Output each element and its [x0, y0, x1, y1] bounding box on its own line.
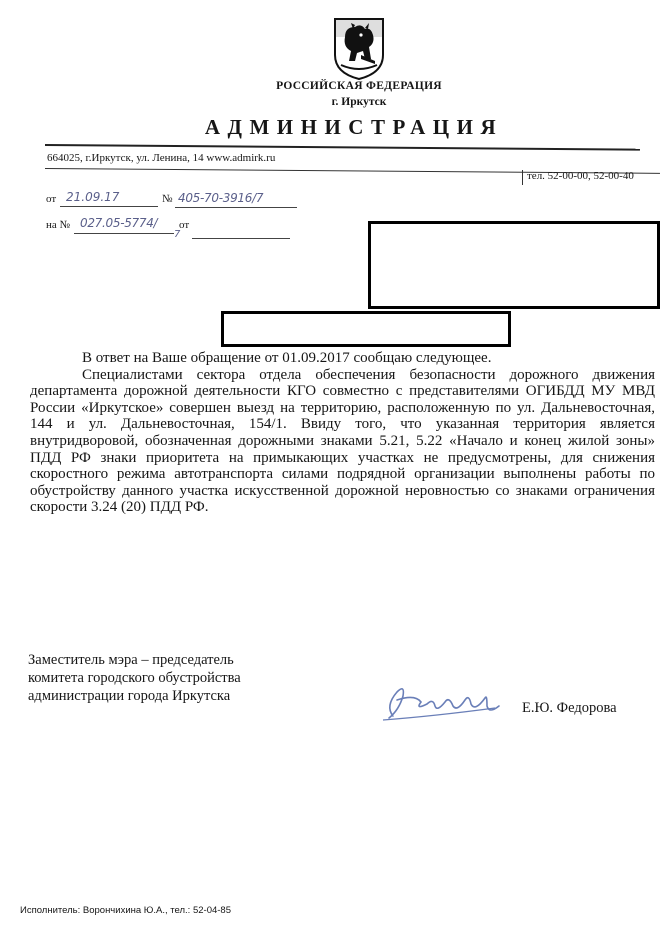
signatory-title-line-2: комитета городского обустройства: [28, 670, 241, 686]
phone-line: тел. 52-00-00, 52-00-40: [527, 170, 634, 182]
ref-number-underline: [74, 233, 174, 234]
ref-number-suffix: 7: [174, 229, 181, 240]
ref-date-underline: [192, 238, 290, 239]
address-line: 664025, г.Иркутск, ул. Ленина, 14 www.admirk.ru: [47, 152, 276, 164]
executor-line: Исполнитель: Ворончихина Ю.А., тел.: 52-04-85: [20, 905, 231, 916]
phone-separator: [522, 170, 523, 185]
date-label: от: [46, 193, 57, 205]
body-paragraph-main: Специалистами сектора отдела обеспечения безопасности дорожного движения департамента дорожной деятельности КГО совместно с представителями ОГИБДД МУ МВД России «Иркутское» совершен выезд на территорию, расположенную по ул. Дальневосточная, 144 и ул. Дальневосточная, 154/1. Ввиду того, что указанная территория является внутридворовой, обозначенная дорожными знаками 5.21, 5.22 «Начало и конец жилой зоны» ПДД РФ знаки приоритета на примыкающих участках не предусмотрены, для снижения скоростного режима автотранспорта силами подрядной организации выполнены работы по обустройству данного участка искусственной дорожной неровностью со знаками ограничения скорости 3.24 (20) ПДД РФ.: [30, 366, 655, 516]
signatory-title: [28, 651, 328, 705]
coat-of-arms-emblem: [331, 15, 387, 81]
letter-body: [30, 350, 655, 516]
country-title: РОССИЙСКАЯ ФЕДЕРАЦИЯ: [276, 80, 442, 92]
signatory-name: Е.Ю. Федорова: [522, 700, 617, 716]
header-divider-top: [45, 144, 640, 151]
number-label: №: [162, 193, 173, 205]
ref-number-value: 027.05-5774/: [80, 216, 158, 230]
ref-date-label: от: [179, 219, 190, 231]
date-value: 21.09.17: [66, 190, 120, 204]
body-paragraph-intro: В ответ на Ваше обращение от 01.09.2017 сообщаю следующее.: [82, 350, 492, 366]
city-title: г. Иркутск: [331, 96, 387, 108]
handwritten-signature: [375, 676, 505, 726]
signatory-title-line-3: администрации города Иркутска: [28, 688, 231, 704]
organization-title: АДМИНИСТРАЦИЯ: [204, 115, 504, 139]
date-underline: [60, 206, 158, 207]
number-value: 405-70-3916/7: [178, 191, 264, 205]
signatory-title-line-1: Заместитель мэра – председатель: [28, 652, 234, 668]
redacted-recipient-address: [221, 311, 511, 347]
redacted-recipient: [368, 221, 660, 309]
ref-label: на №: [46, 219, 71, 231]
number-underline: [175, 207, 297, 208]
